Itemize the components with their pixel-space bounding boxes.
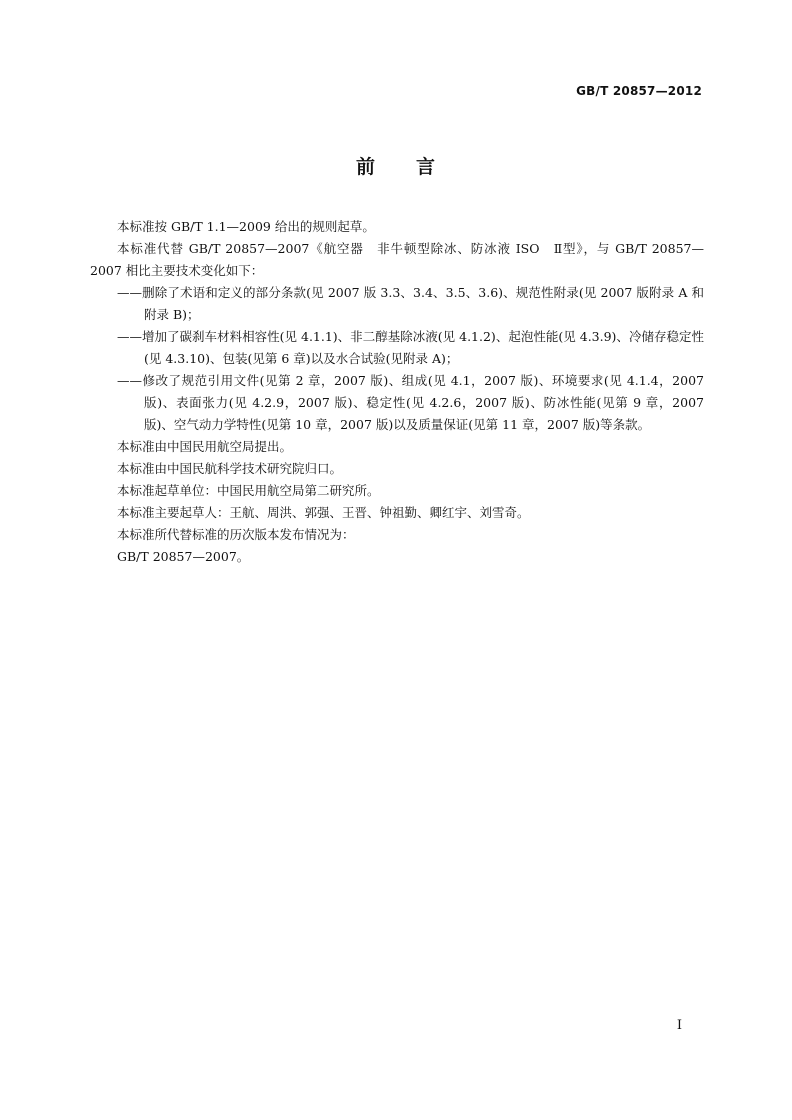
paragraph-proposed-by: 本标准由中国民用航空局提出。 [117, 439, 293, 454]
paragraph-drafters: 本标准主要起草人：王航、周洪、郭强、王晋、钟祖勤、卿红宇、刘雪奇。 [117, 505, 530, 520]
paragraph-replacement: 本标准代替 GB/T 20857—2007《航空器 非牛顿型除冰、防冰液 ISO Ⅱ型》，与 GB/T 20857—2007 相比主要技术变化如下： [90, 241, 704, 278]
standard-code: GB/T 20857—2012 [576, 84, 702, 98]
list-item-deleted: ——删除了术语和定义的部分条款(见 2007 版 3.3、3.4、3.5、3.6)、规范性附录(见 2007 版附录 A 和附录 B)； [117, 285, 704, 322]
list-item-modified: ——修改了规范引用文件(见第 2 章，2007 版)、组成(见 4.1，2007 版)、环境要求(见 4.1.4，2007 版)、表面张力(见 4.2.9，2007 版)、稳定性(见 4.2.6，2007 版)、防冰性能(见第 9 章，2007 版)、空气动力学特性(见第 10 章，2007 版)以及质量保证(见第 11 章，2007 版)等条款。 [117, 373, 704, 432]
foreword-body [90, 216, 704, 568]
paragraph-previous-edition-code: GB/T 20857—2007。 [117, 549, 250, 564]
page-title: 前 言 [355, 156, 436, 178]
page-number: I [676, 1018, 682, 1033]
paragraph-previous-editions: 本标准所代替标准的历次版本发布情况为： [117, 527, 355, 542]
list-item-added: ——增加了碳刹车材料相容性(见 4.1.1)、非二醇基除冰液(见 4.1.2)、起泡性能(见 4.3.9)、冷储存稳定性(见 4.3.10)、包装(见第 6 章)以及水合试验(见附录 A)； [117, 329, 704, 366]
paragraph-drafting-rules: 本标准按 GB/T 1.1—2009 给出的规则起草。 [117, 219, 375, 234]
paragraph-drafting-unit: 本标准起草单位：中国民用航空局第二研究所。 [117, 483, 380, 498]
paragraph-centralized-by: 本标准由中国民航科学技术研究院归口。 [117, 461, 343, 476]
